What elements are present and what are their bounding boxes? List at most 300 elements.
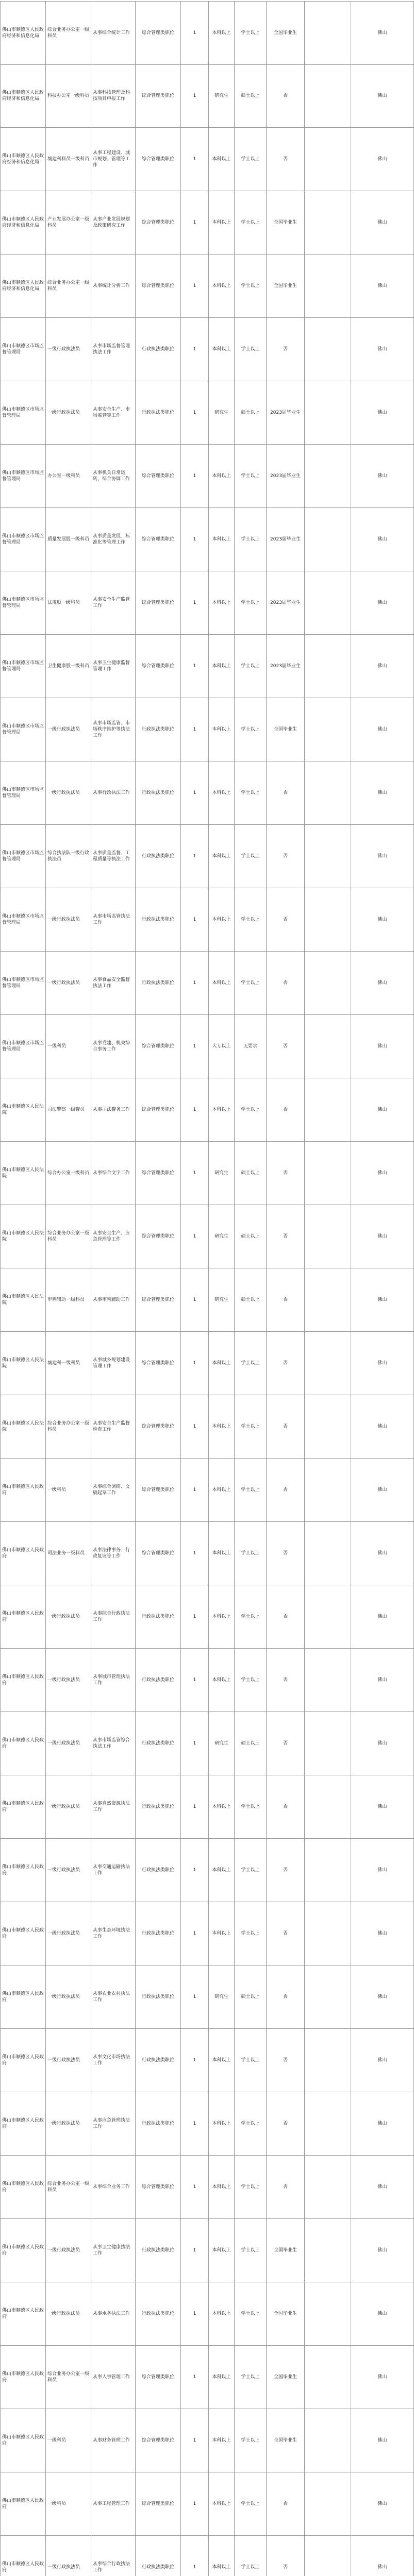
graduate-cell (266, 1205, 304, 1268)
cell-text: 否 (283, 2121, 288, 2126)
cell-text: 2023届毕业生 (270, 537, 301, 542)
cell-text: 全国毕业生 (273, 30, 297, 36)
duty-cell (91, 1965, 135, 2028)
cell-text: 佛山 (377, 2311, 387, 2316)
cell-text: 佛山市顺德区人民政府 (2, 1865, 44, 1876)
education-cell (208, 191, 234, 254)
unit-cell (0, 2029, 45, 2092)
cell-text: 学士以上 (241, 600, 260, 605)
graduate-cell (266, 825, 304, 888)
note-cell (304, 761, 351, 824)
table-row (0, 1395, 414, 1459)
cell-text: 2023届毕业生 (270, 664, 301, 669)
note-cell (304, 1775, 351, 1838)
category-cell (135, 1965, 180, 2028)
note-cell (304, 2472, 351, 2535)
location-cell (351, 571, 414, 634)
cell-text: 佛山 (377, 2248, 387, 2253)
cell-text: 否 (283, 1614, 288, 1619)
cell-text: 佛山 (377, 600, 387, 605)
cell-text: 城建科科员一级科员 (47, 157, 90, 162)
education-cell (208, 1712, 234, 1775)
count-cell (180, 1712, 208, 1775)
cell-text: 综合业务办公室一级科员 (47, 27, 90, 39)
degree-cell (234, 64, 266, 127)
location-cell (351, 64, 414, 127)
cell-text: 学士以上 (241, 1804, 260, 1809)
cell-text: 硕士以上 (241, 410, 260, 415)
category-cell (135, 1902, 180, 1965)
table-row (0, 2156, 414, 2219)
cell-text: 从事法律事务、行政复议等工作 (93, 1548, 130, 1559)
cell-text: 佛山市顺德区市场监督管理局 (2, 787, 44, 799)
cell-text: 1 (193, 410, 196, 415)
count-cell (180, 1332, 208, 1395)
cell-text: 全国毕业生 (273, 727, 297, 732)
education-cell (208, 952, 234, 1014)
table-row (0, 1268, 414, 1332)
category-cell (135, 2156, 180, 2218)
cell-text: 本科以上 (212, 727, 231, 732)
cell-text: 佛山 (377, 157, 387, 162)
table-row (0, 1965, 414, 2029)
cell-text: 学士以上 (241, 1614, 260, 1619)
note-cell (304, 2346, 351, 2409)
position-cell (45, 191, 91, 254)
location-cell (351, 2282, 414, 2345)
category-cell (135, 1395, 180, 1458)
count-cell (180, 952, 208, 1014)
category-cell (135, 761, 180, 824)
cell-text: 1 (193, 1551, 196, 1556)
cell-text: 学士以上 (241, 790, 260, 795)
degree-cell (234, 2219, 266, 2282)
cell-text: 学士以上 (241, 2438, 260, 2443)
degree-cell (234, 1078, 266, 1141)
unit-cell (0, 2472, 45, 2535)
cell-text: 1 (193, 1234, 196, 1239)
graduate-cell (266, 635, 304, 698)
cell-text: 1 (193, 1994, 196, 1999)
cell-text: 否 (283, 1171, 288, 1176)
graduate-cell (266, 2346, 304, 2409)
duty-cell (91, 2409, 135, 2472)
cell-text: 本科以上 (212, 220, 231, 225)
cell-text: 一级科员 (47, 2501, 67, 2506)
count-cell (180, 1902, 208, 1965)
note-cell (304, 1015, 351, 1078)
cell-text: 综合管理类职位 (141, 600, 174, 605)
cell-text: 1 (193, 1804, 196, 1809)
position-cell (45, 825, 91, 888)
graduate-cell (266, 761, 304, 824)
cell-text: 综合业务办公室一级科员 (47, 2371, 90, 2383)
cell-text: 综合业务办公室一级科员 (47, 2181, 90, 2193)
cell-text: 本科以上 (212, 283, 231, 289)
count-cell (180, 318, 208, 381)
degree-cell (234, 761, 266, 824)
education-cell (208, 1205, 234, 1268)
duty-cell (91, 888, 135, 951)
education-cell (208, 1775, 234, 1838)
cell-text: 本科以上 (212, 2438, 231, 2443)
cell-text: 佛山市顺德区市场监督管理局 (2, 597, 44, 608)
note-cell (304, 1902, 351, 1965)
note-cell (304, 1332, 351, 1395)
cell-text: 佛山市顺德区市场监督管理局 (2, 470, 44, 482)
cell-text: 从事工程建设、城市规划、管理等工作 (93, 150, 130, 168)
count-cell (180, 2536, 208, 2576)
position-cell (45, 2282, 91, 2345)
cell-text: 一级行政执法员 (47, 2311, 80, 2316)
cell-text: 综合管理类职位 (141, 157, 174, 162)
note-cell (304, 128, 351, 191)
cell-text: 1 (193, 2121, 196, 2126)
count-cell (180, 635, 208, 698)
cell-text: 综合管理类职位 (141, 664, 174, 669)
cell-text: 全国毕业生 (273, 2375, 297, 2380)
degree-cell (234, 2346, 266, 2409)
cell-text: 佛山 (377, 664, 387, 669)
category-cell (135, 1649, 180, 1711)
degree-cell (234, 698, 266, 761)
education-cell (208, 2536, 234, 2576)
cell-text: 否 (283, 347, 288, 352)
duty-cell (91, 1395, 135, 1458)
education-cell (208, 2282, 234, 2345)
unit-cell (0, 1712, 45, 1775)
cell-text: 否 (283, 1804, 288, 1809)
cell-text: 综合管理类职位 (141, 2375, 174, 2380)
cell-text: 产业发展办公室一级科员 (47, 217, 90, 228)
duty-cell (91, 508, 135, 571)
note-cell (304, 2, 351, 64)
note-cell (304, 1585, 351, 1648)
cell-text: 综合管理类职位 (141, 283, 174, 289)
cell-text: 否 (283, 790, 288, 795)
education-cell (208, 825, 234, 888)
education-cell (208, 1395, 234, 1458)
cell-text: 行政执法类职位 (141, 917, 174, 922)
cell-text: 学士以上 (241, 1487, 260, 1493)
note-cell (304, 64, 351, 127)
table-row (0, 1205, 414, 1268)
note-cell (304, 191, 351, 254)
cell-text: 否 (283, 2501, 288, 2506)
cell-text: 一级行政执法员 (47, 1741, 80, 1746)
unit-cell (0, 128, 45, 191)
cell-text: 佛山 (377, 1107, 387, 1112)
duty-cell (91, 1459, 135, 1521)
note-cell (304, 2282, 351, 2345)
cell-text: 1 (193, 917, 196, 922)
cell-text: 1 (193, 1424, 196, 1429)
count-cell (180, 1839, 208, 1902)
category-cell (135, 1712, 180, 1775)
category-cell (135, 508, 180, 571)
location-cell (351, 1902, 414, 1965)
duty-cell (91, 2282, 135, 2345)
cell-text: 学士以上 (241, 664, 260, 669)
unit-cell (0, 1522, 45, 1585)
duty-cell (91, 2219, 135, 2282)
category-cell (135, 255, 180, 317)
position-cell (45, 445, 91, 507)
table-row (0, 2219, 414, 2282)
cell-text: 从事交通运输执法工作 (93, 1865, 130, 1876)
cell-text: 本科以上 (212, 2058, 231, 2063)
cell-text: 综合管理类职位 (141, 1424, 174, 1429)
degree-cell (234, 1585, 266, 1648)
note-cell (304, 1142, 351, 1205)
cell-text: 1 (193, 854, 196, 859)
degree-cell (234, 2156, 266, 2218)
duty-cell (91, 1522, 135, 1585)
cell-text: 综合管理类职位 (141, 1044, 174, 1049)
count-cell (180, 1015, 208, 1078)
cell-text: 行政执法类职位 (141, 1804, 174, 1809)
category-cell (135, 2219, 180, 2282)
cell-text: 本科以上 (212, 1107, 231, 1112)
education-cell (208, 2409, 234, 2472)
cell-text: 本科以上 (212, 664, 231, 669)
category-cell (135, 64, 180, 127)
count-cell (180, 1395, 208, 1458)
cell-text: 学士以上 (241, 1868, 260, 1873)
duty-cell (91, 1142, 135, 1205)
graduate-cell (266, 2, 304, 64)
cell-text: 从事综合行政执法工作 (93, 2562, 130, 2573)
location-cell (351, 2029, 414, 2092)
location-cell (351, 2092, 414, 2155)
unit-cell (0, 1268, 45, 1331)
graduate-cell (266, 1395, 304, 1458)
note-cell (304, 571, 351, 634)
duty-cell (91, 381, 135, 444)
cell-text: 本科以上 (212, 790, 231, 795)
degree-cell (234, 191, 266, 254)
position-cell (45, 2156, 91, 2218)
graduate-cell (266, 888, 304, 951)
table-row (0, 2029, 414, 2092)
degree-cell (234, 1395, 266, 1458)
graduate-cell (266, 1459, 304, 1521)
unit-cell (0, 255, 45, 317)
cell-text: 1 (193, 2565, 196, 2570)
category-cell (135, 1268, 180, 1331)
cell-text: 佛山市顺德区人民政府经济和信息化局 (2, 154, 44, 165)
graduate-cell (266, 1965, 304, 2028)
cell-text: 本科以上 (212, 600, 231, 605)
cell-text: 佛山 (377, 980, 387, 986)
education-cell (208, 2029, 234, 2092)
table-row (0, 445, 414, 508)
cell-text: 2023届毕业生 (270, 600, 301, 605)
cell-text: 否 (283, 980, 288, 986)
cell-text: 本科以上 (212, 2565, 231, 2570)
category-cell (135, 1775, 180, 1838)
cell-text: 行政执法类职位 (141, 2565, 174, 2570)
position-cell (45, 571, 91, 634)
cell-text: 否 (283, 93, 288, 98)
cell-text: 否 (283, 1677, 288, 1683)
cell-text: 学士以上 (241, 854, 260, 859)
cell-text: 佛山市顺德区人民政府 (2, 2118, 44, 2129)
graduate-cell (266, 1839, 304, 1902)
cell-text: 司法业务一级科员 (47, 1551, 85, 1556)
note-cell (304, 1459, 351, 1521)
graduate-cell (266, 698, 304, 761)
cell-text: 佛山 (377, 2058, 387, 2063)
cell-text: 1 (193, 727, 196, 732)
position-cell (45, 381, 91, 444)
location-cell (351, 2156, 414, 2218)
cell-text: 本科以上 (212, 1551, 231, 1556)
note-cell (304, 445, 351, 507)
cell-text: 行政执法类职位 (141, 790, 174, 795)
location-cell (351, 761, 414, 824)
cell-text: 从事水务执法工作 (93, 2311, 130, 2316)
unit-cell (0, 888, 45, 951)
cell-text: 本科以上 (212, 1424, 231, 1429)
cell-text: 佛山 (377, 1487, 387, 1493)
graduate-cell (266, 1015, 304, 1078)
cell-text: 综合管理类职位 (141, 220, 174, 225)
count-cell (180, 1205, 208, 1268)
cell-text: 从事自然资源执法工作 (93, 1801, 130, 1812)
location-cell (351, 2, 414, 64)
cell-text: 从事统计分析工作 (93, 283, 130, 289)
cell-text: 一级行政执法员 (47, 1868, 80, 1873)
cell-text: 佛山市顺德区人民法院 (2, 1358, 44, 1369)
position-cell (45, 1902, 91, 1965)
note-cell (304, 1395, 351, 1458)
cell-text: 否 (283, 1234, 288, 1239)
category-cell (135, 2282, 180, 2345)
education-cell (208, 888, 234, 951)
education-cell (208, 1965, 234, 2028)
cell-text: 1 (193, 93, 196, 98)
cell-text: 学士以上 (241, 1677, 260, 1683)
unit-cell (0, 2346, 45, 2409)
table-row (0, 64, 414, 128)
cell-text: 佛山 (377, 1677, 387, 1683)
count-cell (180, 825, 208, 888)
cell-text: 佛山 (377, 1804, 387, 1809)
duty-cell (91, 445, 135, 507)
degree-cell (234, 2282, 266, 2345)
cell-text: 从事司法警务工作 (93, 1107, 130, 1112)
table-row (0, 1585, 414, 1649)
unit-cell (0, 1839, 45, 1902)
degree-cell (234, 1205, 266, 1268)
table-row (0, 888, 414, 952)
cell-text: 佛山市顺德区人民政府 (2, 1738, 44, 1749)
count-cell (180, 2346, 208, 2409)
table-row (0, 1078, 414, 1142)
cell-text: 综合业务办公室一级科员 (47, 1421, 90, 1432)
cell-text: 行政执法类职位 (141, 2058, 174, 2063)
graduate-cell (266, 1775, 304, 1838)
location-cell (351, 1585, 414, 1648)
cell-text: 佛山 (377, 1741, 387, 1746)
note-cell (304, 1268, 351, 1331)
cell-text: 从事行政执法工作 (93, 790, 130, 795)
cell-text: 1 (193, 537, 196, 542)
unit-cell (0, 1902, 45, 1965)
cell-text: 1 (193, 220, 196, 225)
cell-text: 从事综合行政执法工作 (93, 1611, 130, 1622)
table-row (0, 1775, 414, 1839)
cell-text: 一级行政执法员 (47, 1614, 80, 1619)
graduate-cell (266, 445, 304, 507)
position-cell (45, 1015, 91, 1078)
count-cell (180, 1459, 208, 1521)
degree-cell (234, 1712, 266, 1775)
cell-text: 从事市场监管执法工作 (93, 914, 130, 925)
cell-text: 学士以上 (241, 537, 260, 542)
cell-text: 佛山 (377, 1424, 387, 1429)
category-cell (135, 2346, 180, 2409)
cell-text: 本科以上 (212, 1487, 231, 1493)
cell-text: 行政执法类职位 (141, 854, 174, 859)
education-cell (208, 508, 234, 571)
cell-text: 学士以上 (241, 2311, 260, 2316)
cell-text: 从事城市管理执法工作 (93, 1674, 130, 1686)
location-cell (351, 1078, 414, 1141)
location-cell (351, 1142, 414, 1205)
cell-text: 一级行政执法员 (47, 790, 80, 795)
count-cell (180, 445, 208, 507)
cell-text: 学士以上 (241, 980, 260, 986)
duty-cell (91, 2472, 135, 2535)
location-cell (351, 635, 414, 698)
table-row (0, 1, 414, 65)
degree-cell (234, 508, 266, 571)
count-cell (180, 2409, 208, 2472)
cell-text: 1 (193, 600, 196, 605)
category-cell (135, 1142, 180, 1205)
table-row (0, 191, 414, 255)
category-cell (135, 191, 180, 254)
cell-text: 研究生 (214, 1741, 228, 1746)
location-cell (351, 1205, 414, 1268)
cell-text: 1 (193, 347, 196, 352)
note-cell (304, 1965, 351, 2028)
category-cell (135, 2536, 180, 2576)
unit-cell (0, 761, 45, 824)
cell-text: 佛山 (377, 1044, 387, 1049)
count-cell (180, 2092, 208, 2155)
cell-text: 行政执法类职位 (141, 727, 174, 732)
cell-text: 从事农业农村执法工作 (93, 1991, 130, 2003)
education-cell (208, 698, 234, 761)
cell-text: 行政执法类职位 (141, 1931, 174, 1936)
cell-text: 学士以上 (241, 2121, 260, 2126)
education-cell (208, 2472, 234, 2535)
table-row (0, 825, 414, 888)
unit-cell (0, 2, 45, 64)
cell-text: 从事财务管理工作 (93, 2438, 130, 2443)
location-cell (351, 191, 414, 254)
table-row (0, 635, 414, 698)
cell-text: 本科以上 (212, 2184, 231, 2190)
position-cell (45, 2219, 91, 2282)
cell-text: 从事审判辅助工作 (93, 1297, 130, 1302)
cell-text: 一级行政执法员 (47, 1677, 80, 1683)
unit-cell (0, 1078, 45, 1141)
cell-text: 全国毕业生 (273, 2248, 297, 2253)
